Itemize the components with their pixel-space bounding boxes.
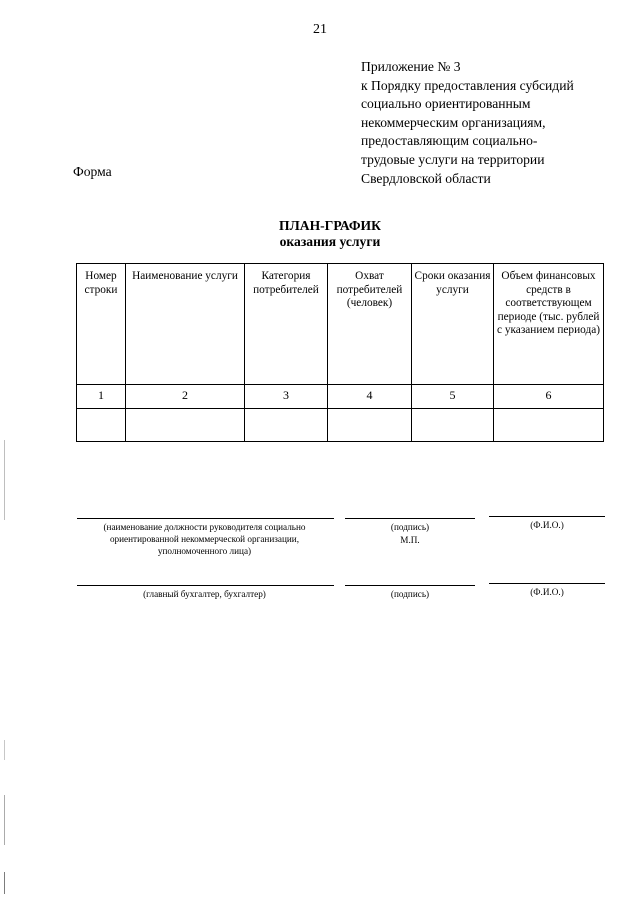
table-cell <box>328 409 412 442</box>
header-consumer-category: Категория потребителей <box>245 264 328 385</box>
signature-line-name <box>489 583 605 584</box>
column-number-cell: 2 <box>126 385 245 409</box>
signature-caption: (подпись) <box>390 589 430 599</box>
table-cell <box>126 409 245 442</box>
header-service-name: Наименование услуги <box>126 264 245 385</box>
appendix-line: предоставляющим социально- <box>361 133 538 149</box>
appendix-line: трудовые услуги на территории <box>361 151 545 167</box>
scan-margin-mark <box>4 440 5 520</box>
table-cell <box>494 409 604 442</box>
column-number-cell: 5 <box>412 385 494 409</box>
scan-margin-mark <box>4 740 5 760</box>
accountant-caption: (главный бухгалтер, бухгалтер) <box>143 589 266 599</box>
document-title: ПЛАН-ГРАФИК <box>279 218 381 233</box>
plan-schedule-table <box>76 263 604 442</box>
form-label: Форма <box>73 164 112 179</box>
signature-line-signature <box>345 518 475 519</box>
scan-margin-mark <box>4 872 5 894</box>
appendix-line: некоммерческим организациям, <box>361 114 546 130</box>
appendix-line: Свердловской области <box>361 170 491 186</box>
column-number-cell: 6 <box>494 385 604 409</box>
column-number-cell: 3 <box>245 385 328 409</box>
appendix-line: к Порядку предоставления субсидий <box>361 77 574 93</box>
signature-line-name <box>489 516 605 517</box>
column-number-cell: 1 <box>77 385 126 409</box>
appendix-line: социально ориентированным <box>361 96 531 112</box>
appendix-line: Приложение № 3 <box>361 59 461 74</box>
table-header-row <box>77 264 604 385</box>
stamp-caption: М.П. <box>400 535 420 545</box>
header-coverage: Охват потребителей (человек) <box>328 264 412 385</box>
table-cell <box>412 409 494 442</box>
column-number-cell: 4 <box>328 385 412 409</box>
page-number: 21 <box>313 22 327 37</box>
header-row-number: Номер строки <box>77 264 126 385</box>
signature-line-position <box>77 518 334 519</box>
header-financing-volume: Объем финансовых средств в соответствующем периоде (тыс. рублей с указанием периода) <box>494 264 604 385</box>
signature-line-signature <box>345 585 475 586</box>
document-subtitle: оказания услуги <box>279 234 381 249</box>
scan-margin-mark <box>4 795 5 845</box>
table-row <box>77 409 604 442</box>
table-row <box>77 385 604 409</box>
table-cell <box>77 409 126 442</box>
appendix-block <box>361 58 621 188</box>
name-caption: (Ф.И.О.) <box>530 520 564 530</box>
position-caption: (наименование должности руководителя социально ориентированной некоммерческой организации, уполномоченного лица) <box>103 522 306 557</box>
name-caption: (Ф.И.О.) <box>530 587 564 597</box>
header-service-terms: Сроки оказания услуги <box>412 264 494 385</box>
signature-line-accountant <box>77 585 334 586</box>
signature-caption: (подпись) <box>390 522 430 532</box>
table-cell <box>245 409 328 442</box>
